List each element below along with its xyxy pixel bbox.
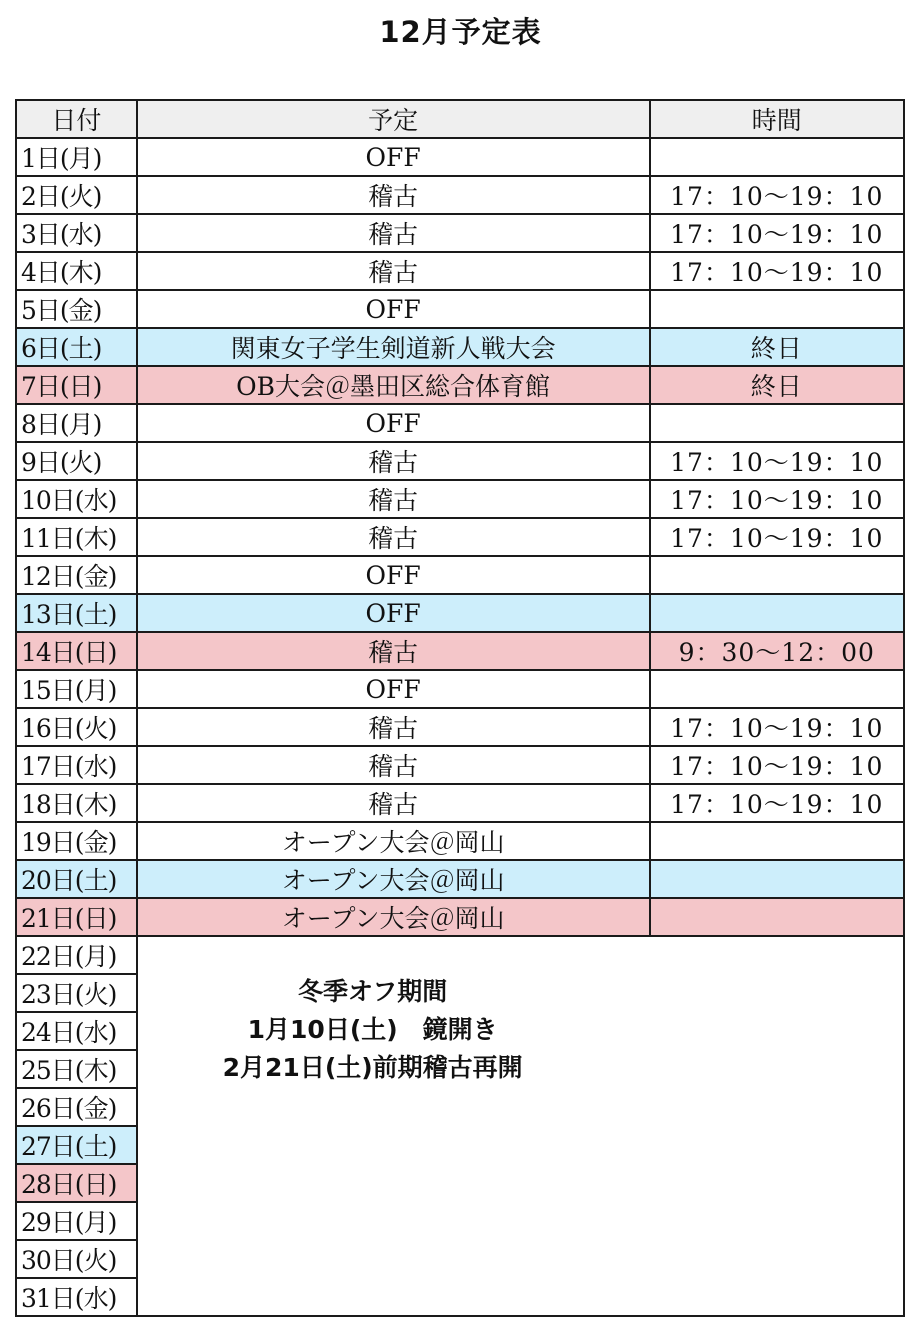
plan-cell: OFF — [137, 670, 650, 708]
table-row — [16, 784, 904, 822]
time-cell — [650, 290, 904, 328]
plan-cell: 稽古 — [137, 518, 650, 556]
date-cell: 3日(水) — [16, 214, 137, 252]
plan-cell: 稽古 — [137, 632, 650, 670]
time-cell — [650, 822, 904, 860]
date-cell: 7日(日) — [16, 366, 137, 404]
time-cell — [650, 594, 904, 632]
date-cell: 5日(金) — [16, 290, 137, 328]
time-cell: 17：10〜19：10 — [650, 480, 904, 518]
date-cell: 1日(月) — [16, 138, 137, 176]
date-cell: 4日(木) — [16, 252, 137, 290]
table-row — [16, 936, 904, 974]
plan-cell: OB大会＠墨田区総合体育館 — [137, 366, 650, 404]
date-cell: 18日(木) — [16, 784, 137, 822]
date-cell: 22日(月) — [16, 936, 137, 974]
table-row — [16, 822, 904, 860]
time-cell — [650, 898, 904, 936]
table-row-saturday — [16, 860, 904, 898]
time-cell: 17：10〜19：10 — [650, 176, 904, 214]
plan-cell: 稽古 — [137, 746, 650, 784]
table-row — [16, 176, 904, 214]
date-cell: 2日(火) — [16, 176, 137, 214]
time-cell: 17：10〜19：10 — [650, 784, 904, 822]
table-row — [16, 252, 904, 290]
header-date: 日付 — [16, 100, 137, 138]
plan-cell: 稽古 — [137, 784, 650, 822]
notes-line-3: 2月21日(土)前期稽古再開 — [222, 1053, 523, 1082]
notes-line-1: 冬季オフ期間 — [298, 977, 448, 1006]
plan-cell: 稽古 — [137, 442, 650, 480]
date-cell: 12日(金) — [16, 556, 137, 594]
plan-cell: 稽古 — [137, 480, 650, 518]
date-cell: 6日(土) — [16, 328, 137, 366]
table-row-sunday — [16, 366, 904, 404]
date-cell: 13日(土) — [16, 594, 137, 632]
date-cell: 9日(火) — [16, 442, 137, 480]
time-cell: 17：10〜19：10 — [650, 442, 904, 480]
time-cell — [650, 404, 904, 442]
plan-cell: OFF — [137, 290, 650, 328]
date-cell: 17日(水) — [16, 746, 137, 784]
time-cell: 終日 — [650, 328, 904, 366]
date-cell: 11日(木) — [16, 518, 137, 556]
table-row — [16, 214, 904, 252]
plan-cell: OFF — [137, 556, 650, 594]
plan-cell: OFF — [137, 404, 650, 442]
header-plan: 予定 — [137, 100, 650, 138]
table-row-saturday — [16, 594, 904, 632]
table-row-saturday — [16, 328, 904, 366]
winter-off-notice — [138, 973, 608, 1087]
date-cell: 25日(木) — [16, 1050, 137, 1088]
date-cell-sunday: 28日(日) — [16, 1164, 137, 1202]
date-cell: 20日(土) — [16, 860, 137, 898]
date-cell: 23日(火) — [16, 974, 137, 1012]
date-cell: 30日(火) — [16, 1240, 137, 1278]
date-cell: 14日(日) — [16, 632, 137, 670]
table-row — [16, 746, 904, 784]
notes-cell — [137, 936, 904, 1316]
time-cell: 17：10〜19：10 — [650, 708, 904, 746]
time-cell — [650, 556, 904, 594]
plan-cell: 稽古 — [137, 176, 650, 214]
time-cell: 17：10〜19：10 — [650, 252, 904, 290]
table-row — [16, 138, 904, 176]
header-time: 時間 — [650, 100, 904, 138]
plan-cell: 稽古 — [137, 708, 650, 746]
table-row — [16, 708, 904, 746]
table-header-row — [16, 100, 904, 138]
page-title: 12月予定表 — [379, 15, 542, 49]
schedule-table — [15, 99, 905, 1317]
plan-cell: OFF — [137, 138, 650, 176]
table-row — [16, 404, 904, 442]
table-row — [16, 518, 904, 556]
date-cell: 29日(月) — [16, 1202, 137, 1240]
notes-line-2: 1月10日(土) 鏡開き — [247, 1015, 498, 1044]
table-row-sunday — [16, 898, 904, 936]
table-row — [16, 556, 904, 594]
date-cell: 8日(月) — [16, 404, 137, 442]
time-cell — [650, 860, 904, 898]
plan-cell: オープン大会＠岡山 — [137, 860, 650, 898]
time-cell: 17：10〜19：10 — [650, 746, 904, 784]
table-row — [16, 442, 904, 480]
date-cell: 16日(火) — [16, 708, 137, 746]
date-cell: 19日(金) — [16, 822, 137, 860]
table-row — [16, 480, 904, 518]
plan-cell: 関東女子学生剣道新人戦大会 — [137, 328, 650, 366]
time-cell: 9：30〜12：00 — [650, 632, 904, 670]
date-cell: 24日(水) — [16, 1012, 137, 1050]
date-cell: 26日(金) — [16, 1088, 137, 1126]
date-cell: 31日(水) — [16, 1278, 137, 1316]
date-cell: 21日(日) — [16, 898, 137, 936]
plan-cell: オープン大会＠岡山 — [137, 822, 650, 860]
date-cell: 15日(月) — [16, 670, 137, 708]
plan-cell: 稽古 — [137, 252, 650, 290]
table-row — [16, 670, 904, 708]
time-cell — [650, 670, 904, 708]
plan-cell: OFF — [137, 594, 650, 632]
table-row — [16, 290, 904, 328]
time-cell — [650, 138, 904, 176]
table-row-sunday — [16, 632, 904, 670]
date-cell-saturday: 27日(土) — [16, 1126, 137, 1164]
plan-cell: オープン大会＠岡山 — [137, 898, 650, 936]
date-cell: 10日(水) — [16, 480, 137, 518]
time-cell: 17：10〜19：10 — [650, 518, 904, 556]
plan-cell: 稽古 — [137, 214, 650, 252]
time-cell: 17：10〜19：10 — [650, 214, 904, 252]
time-cell: 終日 — [650, 366, 904, 404]
